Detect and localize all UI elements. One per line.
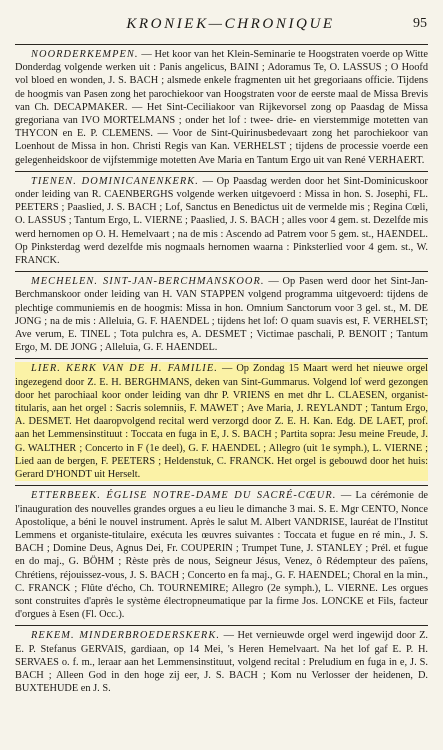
section-rekem: [15, 629, 428, 695]
article-body: [15, 40, 428, 695]
running-title: KRONIEK—CHRONIQUE: [126, 16, 335, 32]
section-divider: [15, 44, 428, 45]
section-text: — Op Pasen werd door het Sint-Jan-Berchmanskoor onder leiding van H. VAN STAPPEN volgend programma uitgevoerd: tijdens de plechtige communiemis en de hoogmis: Missa in hon. Omnium Sanctorum voor 3 gel. st., M. DE JONG ; na de mis : Alleluia, G. F. HAENDEL ; tijdens het lof: O quam suavis est, F. VERHELST; Ave verum, E. TINEL ; Tota pulchra es, A. DESMET ; Victimae paschali, P. BENOIT ; Tantum Ergo, M. DE JONG ; Alleluia, G. F. HAENDEL.: [15, 276, 428, 354]
page-header: [30, 16, 431, 36]
section-divider: [15, 485, 428, 486]
section-etterbeek: [15, 489, 428, 621]
section-text: — Op Paasdag werden door het Sint-Dominicuskoor onder leiding van R. CAENBERGHS volgende werken uitgevoerd : Missa in hon. S. Josephi, FL. PEETERS ; Paaslied, J. S. BACH ; Lof, Sanctus en Benedictus uit de vermelde mis ; Regina Cœli, O. LASSUS ; Tantum Ergo, L. VIERNE ; Paaslied, J. S. BACH ; alles voor 4 gem. st. Dezelfde mis werd hernomen op O. H. Hemelvaart ; na de mis : Ascendo ad Patrem voor 5 gem. st., HAENDEL. Op Pinksterdag werd dezelfde mis nogmaals hernomen waarna : Pinksterlied voor 4 gem. st., W. FRANCK.: [15, 175, 428, 267]
section-divider: [15, 625, 428, 626]
section-heading: TIENEN. DOMINICANENKERK.: [31, 175, 199, 187]
section-lier: [15, 362, 428, 481]
section-text: — Het vernieuwde orgel werd ingewijd door Z. E. P. Stefanus GERVAIS, gardiaan, op 14 Mei, 's Heren Hemelvaart. Na het lof gaf E. P. H. SERVAES o. f. m., leraar aan het Lemmensinstituut, volgend recital : Preludium en fuga in e, J. S. BACH ; Alleen God in den hoge zij eer, J. S. BACH ; Kom nu Verlosser der heidenen, D. BUXTEHUDE en J. S.: [15, 630, 428, 695]
section-divider: [15, 171, 428, 172]
section-text: — La cérémonie de l'inauguration des nouvelles grandes orgues a eu lieu le dimanche 3 mai. S. E. Mgr CENTO, Nonce Apostolique, a béni le nouvel instrument. Après le salut M. Albert VANDRISE, lauréat de l'Institut Lemmens et organiste-titulaire, exécuta les œuvres suivantes : Toccata et fugue en ré min., J. S. BACH ; Domine Deus, Agnus Dei, Fr. COUPERIN ; Trumpet Tune, J. STANLEY ; Prél. et fugue en do maj., G. BÖHM ; Rèste près de nous, Seigneur Jésus, Venez, ô Rédempteur des païens, Chrétiens, réjouissez-vous, J. S. BACH ; Concerto en fa maj., G. F. HAENDEL; Choral en la min., C. FRANCK ; Flûte d'écho, Ch. TOURNEMIRE; Allegro (2e symph.), L. VIERNE. Les orgues sont construites d'après le système électropneumatique par la firme Jos. LONCKE et Fils, facteur d'orgues à Esen (Fl. Occ.).: [15, 490, 428, 621]
section-heading: REKEM. MINDERBROEDERSKERK.: [31, 630, 221, 642]
section-heading: LIER. KERK VAN DE H. FAMILIE.: [31, 363, 218, 375]
section-divider: [15, 358, 428, 359]
section-divider: [15, 271, 428, 272]
section-heading: MECHELEN. SINT-JAN-BERCHMANSKOOR.: [31, 276, 265, 288]
section-heading: ETTERBEEK. ÉGLISE NOTRE-DAME DU SACRÉ-CŒUR.: [31, 490, 337, 502]
section-noorderkempen: [15, 48, 428, 167]
section-tienen: [15, 175, 428, 267]
section-heading: NOORDERKEMPEN.: [31, 49, 139, 60]
section-text: — Op Zondag 15 Maart werd het nieuwe orgel ingezegend door Z. E. H. BERGHMANS, deken van Sint-Gummarus. Volgend lof werd gezongen door het parochiaal koor onder leiding van dhr P. VRIENS en met dhr L. CLAESEN, organist-titularis, aan het orgel : Sacris solemniis, F. MAWET ; Ave Maria, J. REYLANDT ; Tantum Ergo, A. DESMET. Het daaropvolgend recital werd verzorgd door Z. E. H. Kan. Edg. DE LAET, prof. aan het Lemmensinstituut : Toccata en fuga in E, J. S. BACH ; Partita sopra: Jesu meine Freude, J. G. WALTHER ; Concerto in F (1e deel), G. F. HAENDEL ; Allegro (uit 1e symph.), L. VIERNE ; Lied aan de bergen, F. PEETERS ; Heldenstuk, C. FRANCK. Het orgel is gebouwd door het huis: Gerard D'HONDT uit Herselt.: [15, 363, 428, 481]
page-number: 95: [413, 16, 427, 31]
section-mechelen: [15, 275, 428, 354]
section-text: — Het koor van het Klein-Seminarie te Hoogstraten voerde op Witte Donderdag volgende werken uit : Panis angelicus, BAINI ; Adoramus Te, O. LASSUS ; O Hoofd vol bloed en wonden, J. S. BACH ; alsmede enkele fragmenten uit het gregoriaans officie. Tijdens de hoogmis van Pasen zong het parochiekoor van Hoogstraten voor de eerste maal de Missa Brevis van Ch. DECAPMAKER. — Het Sint-Ceciliakoor van Rijkevorsel zong op Paasdag de Missa gregoriana van IVO MORTELMANS ; onder het lof : twee- drie- en vierstemmige motetten van THYCON en E. P. CLEMENS. — Voor de Sint-Quirinusbedevaart zong het parochiekoor van Loenhout de Missa in hon. Christi Regis van Kan. VERHELST ; tijdens de processie voerde een gelegenheidskoor de vijfstemmige motetten Ave Maria en Tantum Ergo uit van René VERHAERT.: [15, 49, 428, 166]
